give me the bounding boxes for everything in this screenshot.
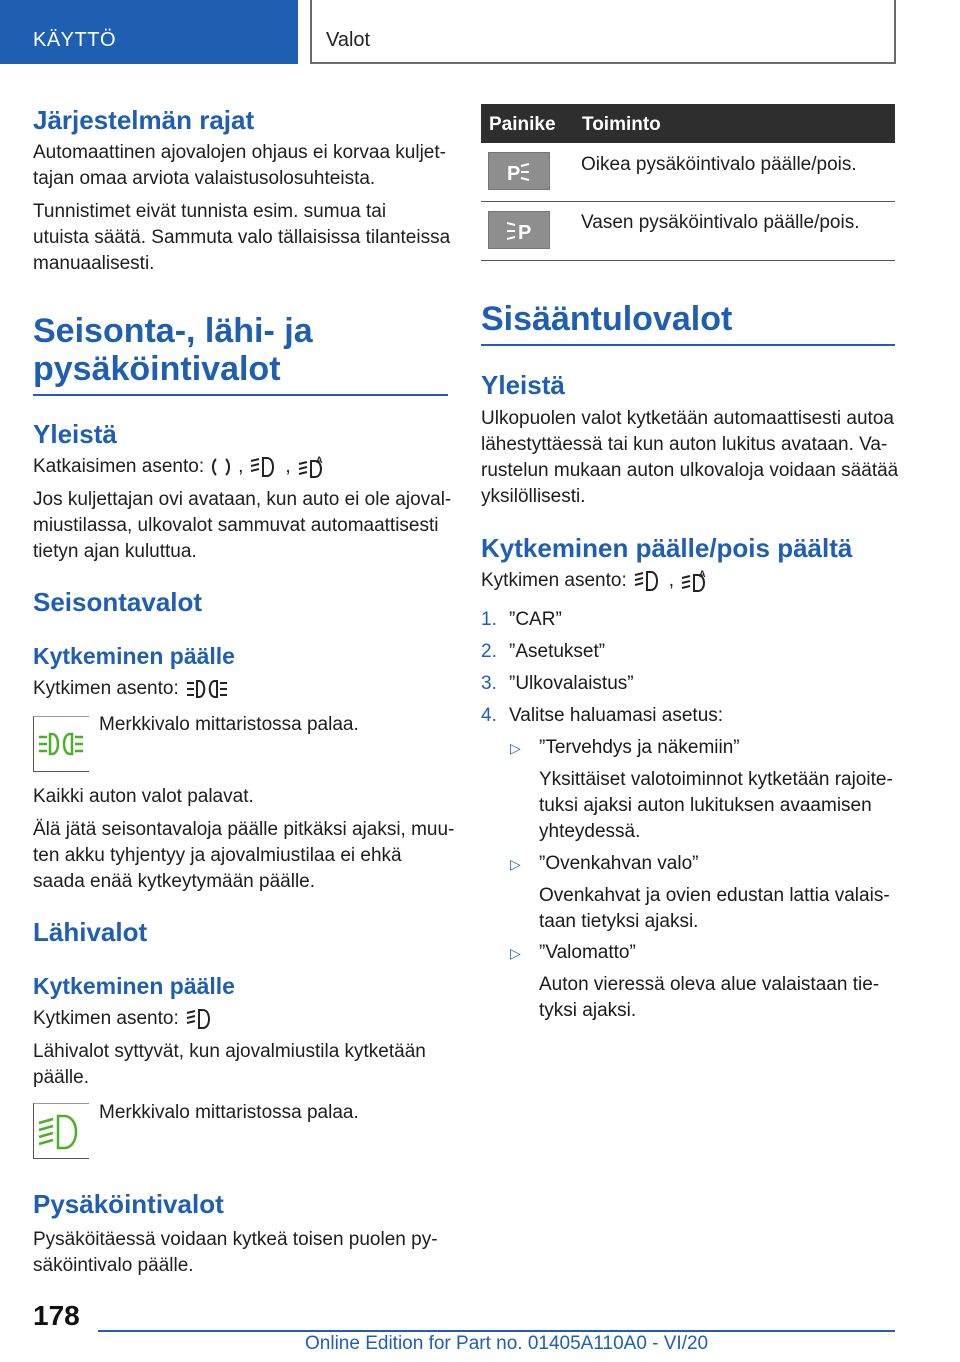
limits-text-2c: manuaalisesti. xyxy=(33,253,155,274)
step-number: 4. xyxy=(481,705,497,726)
limits-text-2a: Tunnistimet eivät tunnista esim. sumua tai xyxy=(33,201,387,222)
section-label: KÄYTTÖ xyxy=(33,29,117,51)
low-beam-symbol-icon xyxy=(249,455,279,479)
switch-positions-label: Katkaisimen asento: xyxy=(33,456,205,477)
parking-right-icon xyxy=(489,153,551,191)
option-name: ”Tervehdys ja näkemiin” xyxy=(539,737,740,758)
sidelights-heading: Seisontavalot xyxy=(33,587,203,617)
onoff-switch-line: Kytkimen asento: , A xyxy=(481,568,710,594)
table-cell-function: Oikea pysäköintivalo päälle/pois. xyxy=(581,154,857,175)
general-text-2: miustilassa, ulkovalot sammuvat automaattisesti xyxy=(33,515,439,536)
limits-text-1b: tajan omaa arviota valaistusolosuhteista. xyxy=(33,168,376,189)
welcome-text-4: yksilöllisesti. xyxy=(481,486,586,507)
limits-text-2b: utuista säätä. Sammuta valo tällaisissa tilanteissa xyxy=(33,227,451,248)
lowbeam-switch-on-heading: Kytkeminen päälle xyxy=(33,973,235,999)
parking-text-1: Pysäköitäessä voidaan kytkeä toisen puolen py- xyxy=(33,1229,438,1250)
bullet-triangle-icon: ▷ xyxy=(510,945,521,961)
auto-light-symbol-icon xyxy=(297,455,327,479)
auto-light-symbol-icon xyxy=(680,569,710,593)
sidelight-indicator-icon xyxy=(36,719,88,771)
onoff-switch-label: Kytkimen asento: xyxy=(481,570,627,591)
option-desc: tyksi ajaksi. xyxy=(539,1000,637,1021)
main-heading xyxy=(33,312,448,396)
footer-edition: Online Edition for Part no. 01405A110A0 - VI/20 xyxy=(305,1333,709,1354)
main-heading-line-2: pysäköintivalot xyxy=(33,350,448,396)
lowbeam-text-2: päälle. xyxy=(33,1067,89,1088)
lowbeam-indicator-text: Merkkivalo mittaristossa palaa. xyxy=(99,1102,359,1123)
page-number: 178 xyxy=(33,1300,80,1331)
option-name: ”Valomatto” xyxy=(539,942,636,963)
sidelights-switch-label: Kytkimen asento: xyxy=(33,678,179,699)
bullet-triangle-icon: ▷ xyxy=(510,856,521,872)
sidelights-switch-on-heading: Kytkeminen päälle xyxy=(33,643,235,669)
lowbeam-switch-label: Kytkimen asento: xyxy=(33,1008,179,1029)
svg-text:P: P xyxy=(507,163,521,185)
general-text-3: tietyn ajan kuluttua. xyxy=(33,541,197,562)
svg-text:A: A xyxy=(699,569,706,579)
left-parking-button-icon xyxy=(488,211,550,249)
bullet-triangle-icon: ▷ xyxy=(510,740,521,756)
lowbeam-indicator-box xyxy=(33,1103,89,1159)
onoff-heading: Kytkeminen päälle/pois päältä xyxy=(481,533,853,563)
option-name: ”Ovenkahvan valo” xyxy=(539,853,699,874)
sidelights-text-2b: ten akku tyhjentyy ja ajovalmiustilaa ei ehkä xyxy=(33,845,402,866)
lowbeam-switch-line xyxy=(33,1006,215,1032)
main-heading-line-1: Seisonta-, lähi- ja xyxy=(33,312,313,350)
chapter-tab xyxy=(310,0,896,64)
option-desc: Yksittäiset valotoiminnot kytketään rajoite- xyxy=(539,769,893,790)
general-heading: Yleistä xyxy=(33,419,117,449)
welcome-text-1: Ulkopuolen valot kytketään automaattisesti autoa xyxy=(481,408,894,429)
low-beam-switch-icon xyxy=(185,1007,215,1031)
sidelight-switch-icon xyxy=(185,677,235,701)
step-text: Valitse haluamasi asetus: xyxy=(509,705,724,726)
table-divider xyxy=(481,201,895,202)
welcome-text-2: lähestyttäessä tai kun auton lukitus avataan. Va- xyxy=(481,434,888,455)
sidelight-indicator-box xyxy=(33,716,89,772)
option-desc: taan tietyksi ajaksi. xyxy=(539,911,699,932)
table-cell-function: Vasen pysäköintivalo päälle/pois. xyxy=(581,212,860,233)
svg-text:A: A xyxy=(315,455,323,465)
welcome-text-3: rustelun mukaan auton ulkovaloja voidaan säätää xyxy=(481,460,899,481)
limits-text-1a: Automaattinen ajovalojen ohjaus ei korvaa kuljet- xyxy=(33,142,446,163)
right-parking-button-icon xyxy=(488,152,550,190)
sidelight-symbol-icon xyxy=(210,455,232,479)
low-beam-symbol-icon xyxy=(633,569,663,593)
general-text-1: Jos kuljettajan ovi avataan, kun auto ei ole ajoval- xyxy=(33,489,452,510)
chapter-label: Valot xyxy=(326,29,371,51)
welcome-heading: Sisääntulovalot xyxy=(481,300,895,346)
step-text: ”Asetukset” xyxy=(509,641,606,662)
lowbeam-text-1: Lähivalot syttyvät, kun ajovalmiustila kytketään xyxy=(33,1041,426,1062)
lowbeam-indicator-icon xyxy=(36,1106,88,1158)
table-header-function: Toiminto xyxy=(582,114,661,135)
lowbeam-heading: Lähivalot xyxy=(33,917,148,947)
table-header xyxy=(481,104,895,143)
sidelight-indicator-text: Merkkivalo mittaristossa palaa. xyxy=(99,714,359,735)
step-text: ”Ulkovalaistus” xyxy=(509,673,634,694)
option-desc: tuksi ajaksi auton lukituksen avaamisen xyxy=(539,795,872,816)
sidelights-text-2c: saada enää kytkeytymään päälle. xyxy=(33,871,316,892)
section-tab xyxy=(0,0,298,64)
step-number: 3. xyxy=(481,673,497,694)
parking-left-icon xyxy=(489,212,551,250)
step-number: 1. xyxy=(481,609,497,630)
parking-text-2: säköintivalo päälle. xyxy=(33,1255,194,1276)
sidelights-text-1: Kaikki auton valot palavat. xyxy=(33,786,254,807)
parking-heading: Pysäköintivalot xyxy=(33,1189,224,1219)
step-text: ”CAR” xyxy=(509,609,562,630)
sidelights-text-2a: Älä jätä seisontavaloja päälle pitkäksi ajaksi, muu- xyxy=(33,819,455,840)
sidelights-switch-line xyxy=(33,676,235,702)
step-number: 2. xyxy=(481,641,497,662)
table-header-button: Painike xyxy=(489,114,556,135)
limits-heading: Järjestelmän rajat xyxy=(33,105,255,135)
option-desc: Ovenkahvat ja ovien edustan lattia valais- xyxy=(539,885,890,906)
welcome-heading-block xyxy=(481,300,895,346)
table-divider xyxy=(481,260,895,261)
footer-rule xyxy=(98,1330,895,1332)
welcome-general-heading: Yleistä xyxy=(481,370,565,400)
svg-text:P: P xyxy=(518,222,532,244)
option-desc: Auton vieressä oleva alue valaistaan tie- xyxy=(539,974,880,995)
switch-positions-line: Katkaisimen asento: , , A xyxy=(33,454,327,480)
option-desc: yhteydessä. xyxy=(539,821,641,842)
